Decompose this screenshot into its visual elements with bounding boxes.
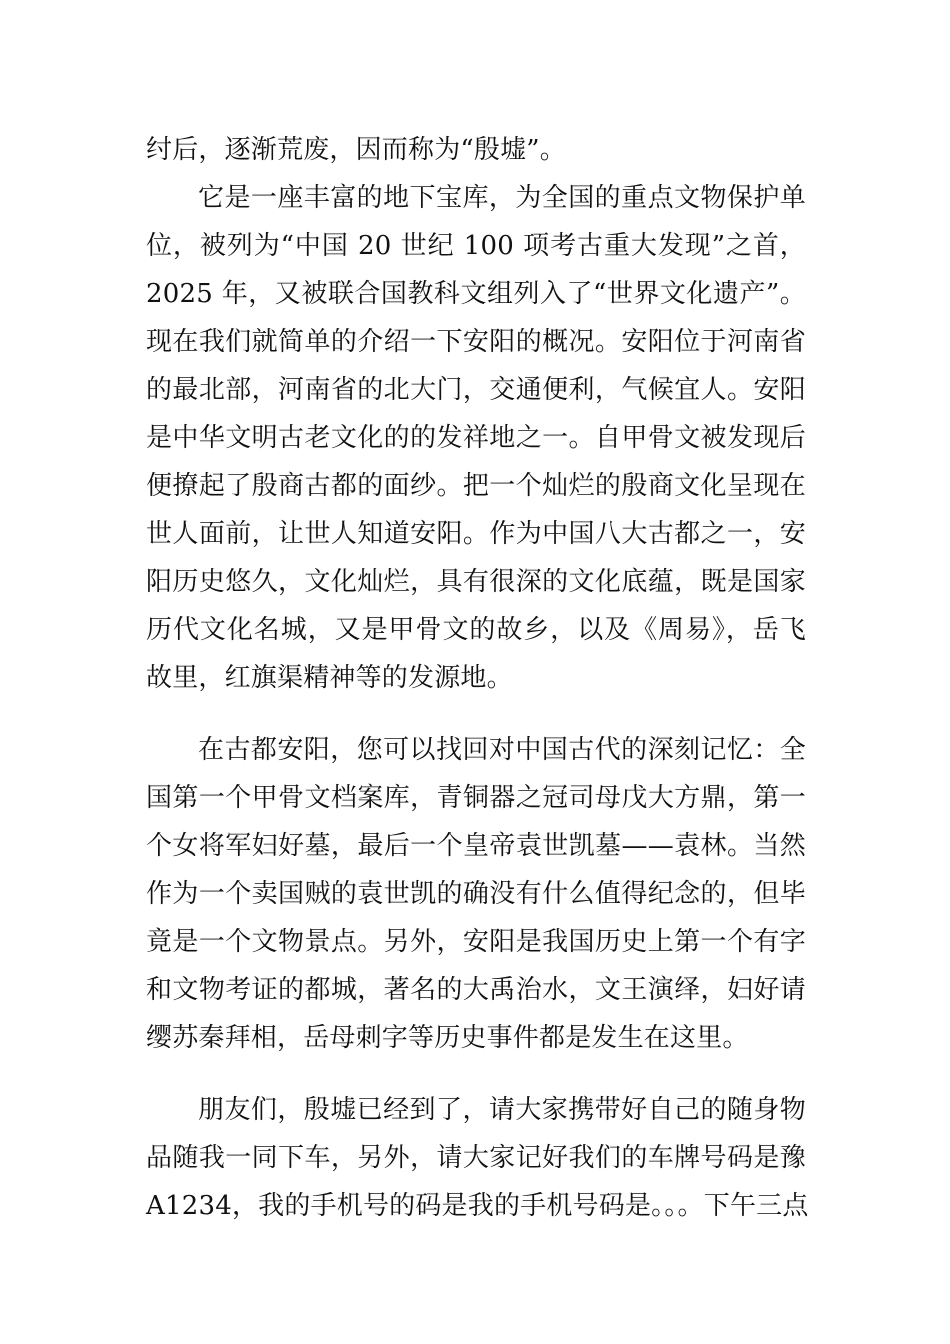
text-line: 故里，红旗渠精神等的发源地。	[146, 663, 513, 693]
text-line: 作为一个卖国贼的袁世凯的确没有什么值得纪念的，但毕	[146, 879, 806, 909]
text-line: 在古都安阳，您可以找回对中国古代的深刻记忆：全	[198, 735, 806, 765]
text-line: 位，被列为“中国 20 世纪 100 项考古重大发现”之首，	[146, 231, 806, 261]
text-line: 纣后，逐渐荒废，因而称为“殷墟”。	[146, 135, 566, 165]
text-line: 阳历史悠久，文化灿烂，具有很深的文化底蕴，既是国家	[146, 567, 806, 597]
text-line: 现在我们就简单的介绍一下安阳的概况。安阳位于河南省	[146, 327, 806, 357]
text-line: 它是一座丰富的地下宝库，为全国的重点文物保护单	[198, 183, 806, 213]
text-line: 缨苏秦拜相，岳母刺字等历史事件都是发生在这里。	[146, 1023, 749, 1053]
text-line: 2025 年，又被联合国教科文组列入了“世界文化遗产”。	[146, 279, 806, 309]
text-line: 和文物考证的都城，著名的大禹治水，文王演绎，妇好请	[146, 975, 806, 1005]
text-line: 世人面前，让世人知道安阳。作为中国八大古都之一，安	[146, 519, 806, 549]
text-line: 历代文化名城，又是甲骨文的故乡，以及《周易》，岳飞	[146, 615, 806, 645]
text-line: 便撩起了殷商古都的面纱。把一个灿烂的殷商文化呈现在	[146, 471, 806, 501]
text-line: 品随我一同下车，另外，请大家记好我们的车牌号码是豫	[146, 1143, 806, 1173]
text-line: 竟是一个文物景点。另外，安阳是我国历史上第一个有字	[146, 927, 806, 957]
text-line: 的最北部，河南省的北大门，交通便利，气候宜人。安阳	[146, 375, 806, 405]
text-line: A1234，我的手机号的码是我的手机号码是。。。下午三点	[146, 1191, 809, 1221]
text-line: 国第一个甲骨文档案库，青铜器之冠司母戊大方鼎，第一	[146, 783, 806, 813]
text-line: 个女将军妇好墓，最后一个皇帝袁世凯墓——袁林。当然	[146, 831, 806, 861]
text-line: 是中华文明古老文化的的发祥地之一。自甲骨文被发现后	[146, 423, 806, 453]
text-line: 朋友们，殷墟已经到了，请大家携带好自己的随身物	[198, 1095, 806, 1125]
